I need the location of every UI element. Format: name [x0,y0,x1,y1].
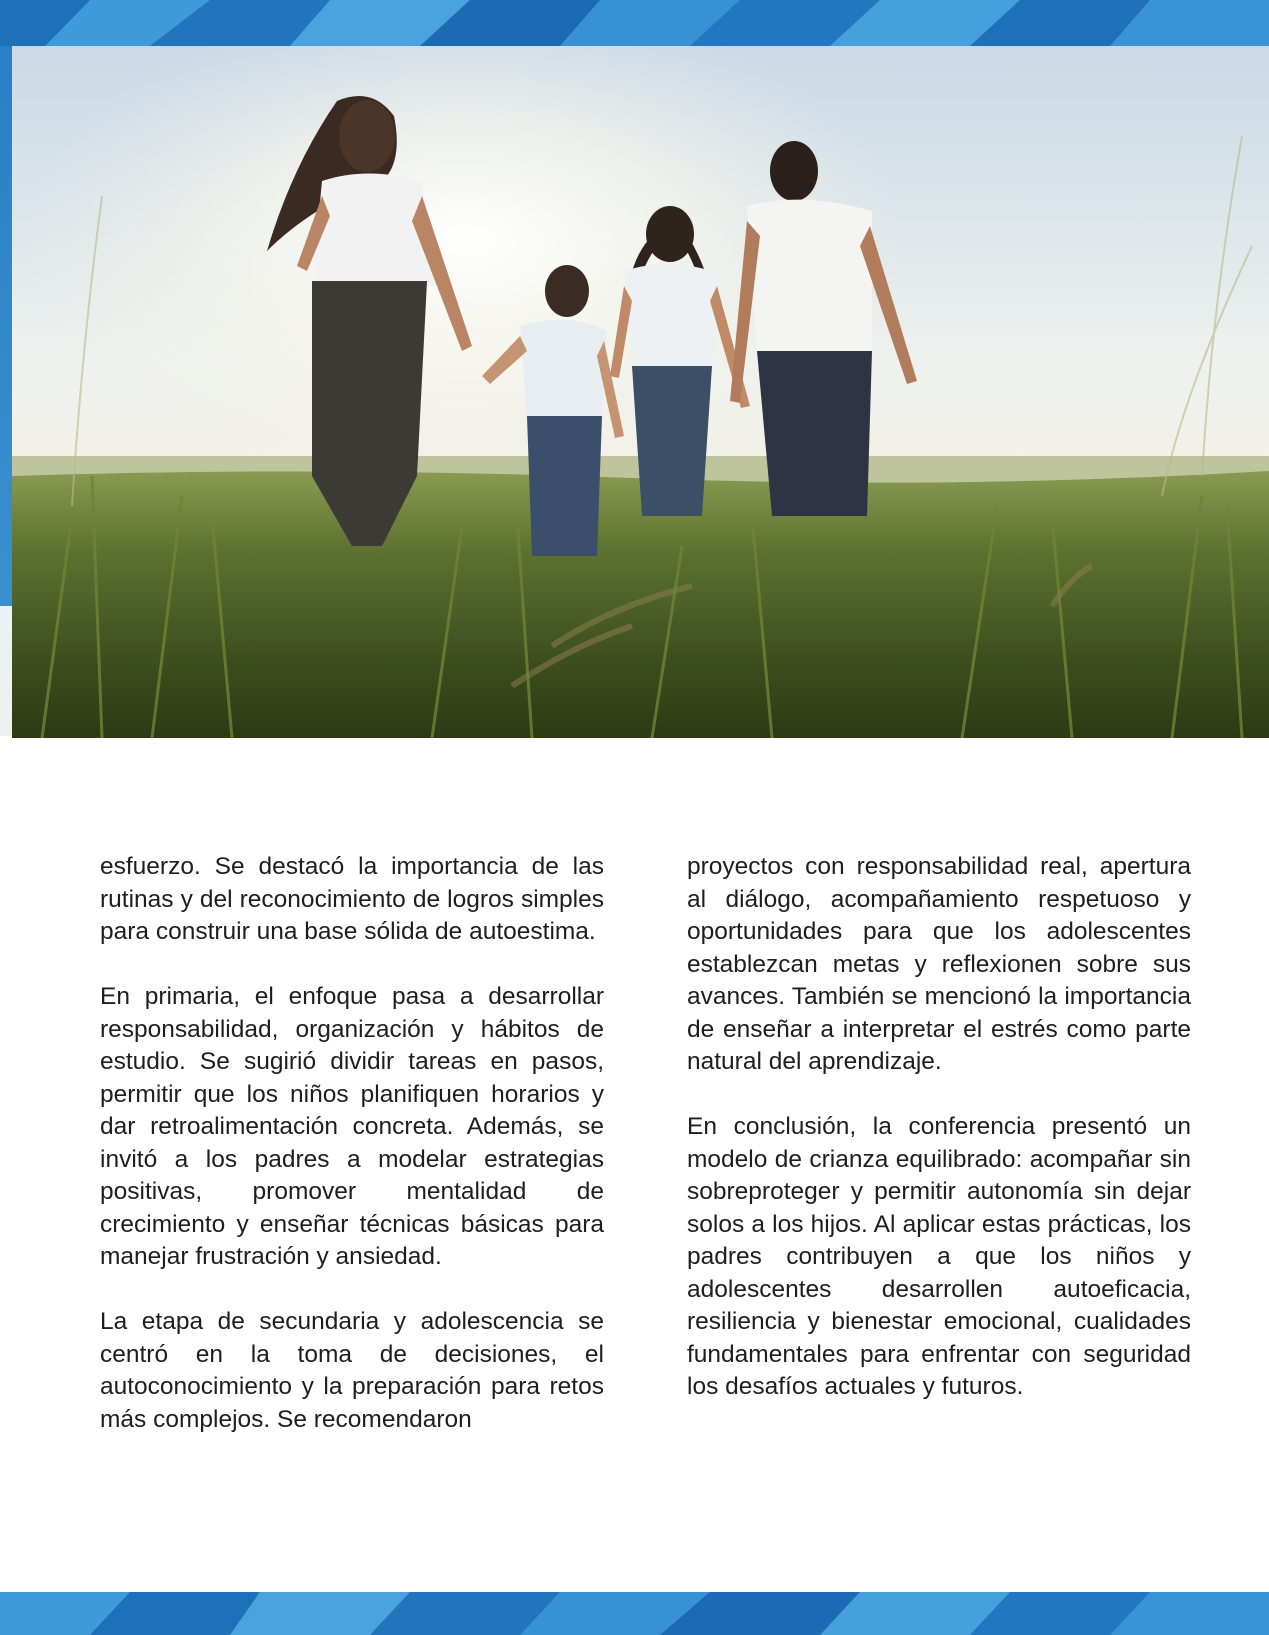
article-left-column [100,851,604,1469]
left-paragraph-2: En primaria, el enfoque pasa a desarrollar responsabilidad, organización y hábitos de estudio. Se sugirió dividir tareas en pasos, permitir que los niños planifiquen horarios y dar retroalimentación concreta. Además, se invitó a los padres a modelar estrategias positivas, promover mentalidad de crecimiento y enseñar técnicas básicas para manejar frustración y ansiedad. [100,983,604,1270]
right-paragraph-1: proyectos con responsabilidad real, apertura al diálogo, acompañamiento respetuoso y oportunidades para que los adolescentes establezcan metas y reflexionen sobre sus avances. También se mencionó la importancia de enseñar a interpretar el estrés como parte natural del aprendizaje. [687,853,1191,1075]
bottom-decorative-band [0,1592,1269,1635]
left-paragraph-1: esfuerzo. Se destacó la importancia de las rutinas y del reconocimiento de logros simples para construir una base sólida de autoestima. [100,853,604,945]
top-decorative-band [0,0,1269,46]
bottom-band-pattern [0,1592,1269,1635]
top-band-pattern [0,0,1269,46]
left-paragraph-3: La etapa de secundaria y adolescencia se centró en la toma de decisiones, el autoconocimiento y la preparación para retos más complejos. Se recomendaron [100,1308,604,1433]
left-accent-strip [0,46,12,606]
family-walking-in-field-photo [12,46,1269,738]
hero-photo [12,46,1269,738]
article-right-column [687,851,1191,1436]
right-paragraph-2: En conclusión, la conferencia presentó un modelo de crianza equilibrado: acompañar sin sobreproteger y permitir autonomía sin dejar solos a los hijos. Al aplicar estas prácticas, los padres contribuyen a que los niños y adolescentes desarrollen autoeficacia, resiliencia y bienestar emocional, cualidades fundamentales para enfrentar con seguridad los desafíos actuales y futuros. [687,1113,1191,1400]
left-accent-strip-light [0,606,12,736]
